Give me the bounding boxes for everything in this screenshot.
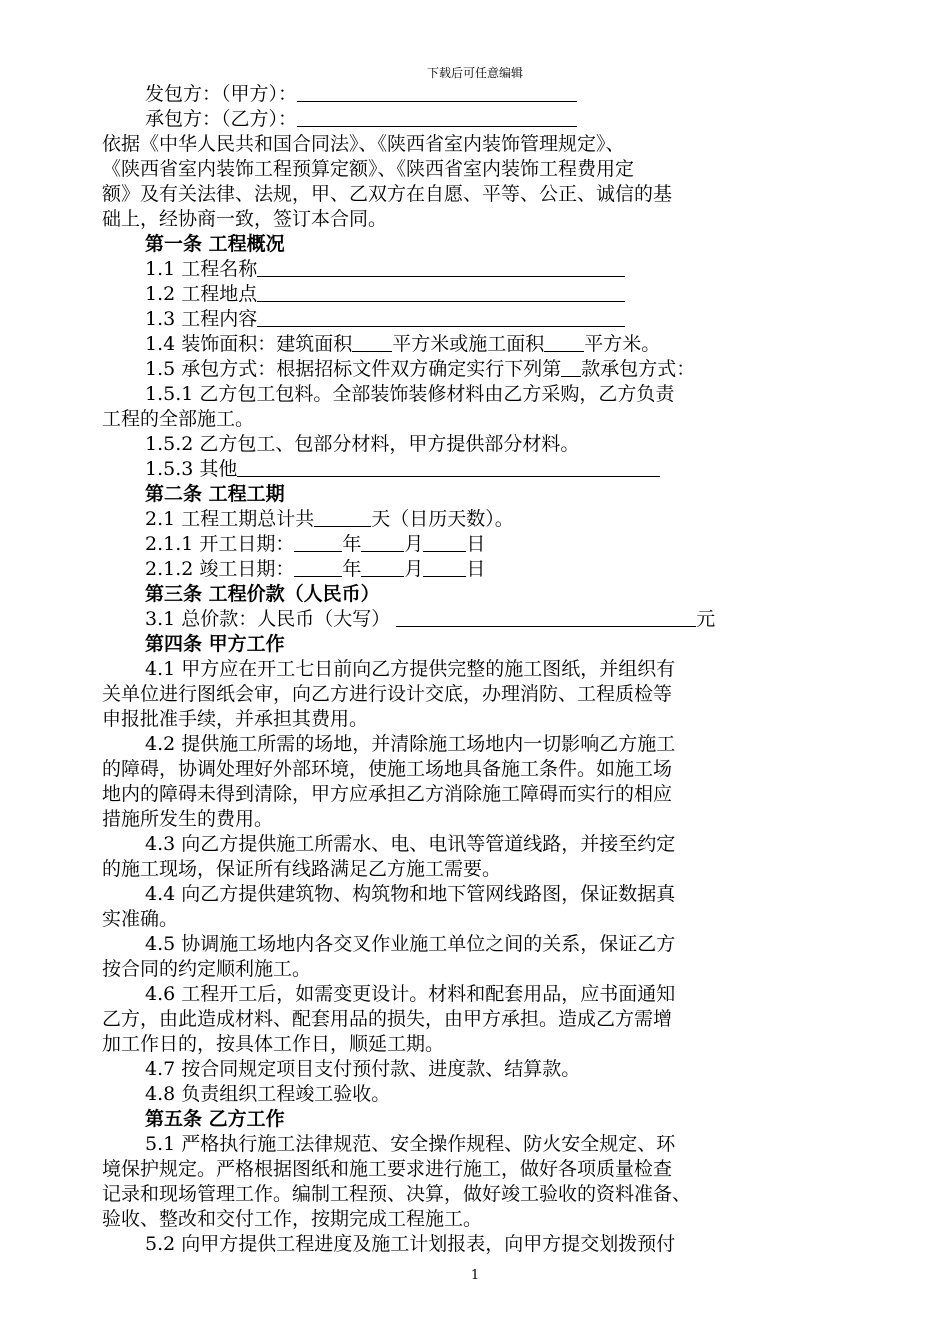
clause-text: 日 [466, 558, 486, 580]
party-b-blank [297, 107, 577, 127]
start-month-blank [361, 532, 404, 552]
clause-line: 验收、整改和交付工作，按期完成工程施工。 [102, 1208, 483, 1230]
clause-line [102, 357, 802, 382]
clause-line [102, 607, 802, 632]
clause-line: 4.3 向乙方提供施工所需水、电、电讯等管道线路，并接至约定 [145, 833, 676, 855]
preamble-line: 依据《中华人民共和国合同法》、《陕西省室内装饰管理规定》、 [102, 133, 625, 155]
clause-line: 5.2 向甲方提供工程进度及施工计划报表，向甲方提交划拨预付 [145, 1233, 676, 1255]
clause-text: 2.1.2 竣工日期： [145, 558, 295, 580]
total-price-blank [396, 607, 696, 627]
project-location-blank [257, 282, 625, 302]
party-a-blank [297, 82, 577, 102]
clause-line: 4.8 负责组织工程竣工验收。 [145, 1083, 391, 1105]
clause-text: 平方米或施工面积 [392, 333, 545, 355]
clause-text: 款承包方式： [581, 358, 696, 380]
page-header: 下载后可任意编辑 [426, 66, 523, 80]
clause-label: 1.5.3 其他 [145, 458, 238, 480]
clause-line: 乙方，由此造成材料、配套用品的损失，由甲方承担。造成乙方需增 [102, 1008, 673, 1030]
clause-line: 工程的全部施工。 [102, 408, 255, 430]
contract-mode-blank [561, 357, 581, 377]
clause-line [102, 507, 802, 532]
preamble-line: 《陕西省室内装饰工程预算定额》、《陕西省室内装饰工程费用定 [102, 158, 635, 180]
other-mode-blank [237, 457, 660, 477]
clause-line [102, 332, 802, 357]
clause-label: 1.2 工程地点 [145, 283, 258, 305]
article-heading: 第四条 甲方工作 [145, 633, 285, 655]
end-day-blank [423, 557, 466, 577]
page-number: 1 [470, 1268, 480, 1283]
clause-line [102, 557, 802, 582]
clause-line [102, 532, 802, 557]
clause-line: 措施所发生的费用。 [102, 808, 274, 830]
preamble-line: 额》及有关法律、法规，甲、乙双方在自愿、平等、公正、诚信的基 [102, 183, 673, 205]
building-area-blank [352, 332, 392, 352]
clause-text: 2.1.1 开工日期： [145, 533, 295, 555]
party-a-label: 发包方：（甲方）： [145, 83, 298, 105]
clause-line: 地内的障碍未得到清除，甲方应承担乙方消除施工障碍而实行的相应 [102, 783, 673, 805]
clause-text: 月 [404, 533, 424, 555]
clause-label: 1.3 工程内容 [145, 308, 258, 330]
clause-line [102, 282, 802, 307]
clause-line: 4.7 按合同规定项目支付预付款、进度款、结算款。 [145, 1058, 581, 1080]
clause-line: 4.2 提供施工所需的场地，并清除施工场地内一切影响乙方施工 [145, 733, 676, 755]
end-year-blank [294, 557, 342, 577]
clause-line: 按合同的约定顺利施工。 [102, 958, 312, 980]
clause-line: 加工作日的，按具体工作日，顺延工期。 [102, 1033, 445, 1055]
clause-text: 年 [342, 533, 362, 555]
clause-line: 申报批准手续，并承担其费用。 [102, 708, 369, 730]
clause-text: 月 [404, 558, 424, 580]
clause-line: 的施工现场，保证所有线路满足乙方施工需要。 [102, 858, 502, 880]
construction-area-blank [544, 332, 584, 352]
project-name-blank [257, 257, 625, 277]
clause-text: 元 [696, 608, 716, 630]
clause-line: 1.5.1 乙方包工包料。全部装饰装修材料由乙方采购，乙方负责 [145, 383, 675, 405]
clause-line: 境保护规定。严格根据图纸和施工要求进行施工，做好各项质量检查 [102, 1158, 673, 1180]
contract-body [102, 82, 802, 1257]
clause-line: 的障碍，协调处理好外部环境，使施工场地具备施工条件。如施工场 [102, 758, 673, 780]
clause-line: 实准确。 [102, 908, 179, 930]
article-heading: 第三条 工程价款（人民币） [145, 583, 380, 605]
clause-line: 关单位进行图纸会审，向乙方进行设计交底，办理消防、工程质检等 [102, 683, 673, 705]
start-year-blank [294, 532, 342, 552]
clause-line [102, 257, 802, 282]
clause-text: 3.1 总价款：人民币（大写） [145, 608, 391, 630]
clause-text: 平方米。 [584, 333, 661, 355]
clause-line: 1.5.2 乙方包工、包部分材料，甲方提供部分材料。 [145, 433, 580, 455]
end-month-blank [361, 557, 404, 577]
article-heading: 第一条 工程概况 [145, 233, 285, 255]
clause-line: 4.5 协调施工场地内各交叉作业施工单位之间的关系，保证乙方 [145, 933, 676, 955]
clause-label: 1.1 工程名称 [145, 258, 258, 280]
clause-line: 4.6 工程开工后，如需变更设计。材料和配套用品，应书面通知 [145, 983, 676, 1005]
duration-blank [314, 507, 371, 527]
clause-text: 日 [466, 533, 486, 555]
start-day-blank [423, 532, 466, 552]
clause-text: 1.4 装饰面积：建筑面积 [145, 333, 353, 355]
article-heading: 第五条 乙方工作 [145, 1108, 285, 1130]
party-b-label: 承包方：（乙方）： [145, 108, 298, 130]
clause-text: 天（日历天数）。 [371, 508, 514, 530]
clause-text: 2.1 工程工期总计共 [145, 508, 315, 530]
clause-line: 4.1 甲方应在开工七日前向乙方提供完整的施工图纸，并组织有 [145, 658, 676, 680]
clause-line: 5.1 严格执行施工法律规范、安全操作规程、防火安全规定、环 [145, 1133, 676, 1155]
clause-text: 1.5 承包方式：根据招标文件双方确定实行下列第 [145, 358, 562, 380]
party-b-line [102, 107, 802, 132]
clause-text: 年 [342, 558, 362, 580]
project-content-blank [257, 307, 625, 327]
clause-line: 4.4 向乙方提供建筑物、构筑物和地下管网线路图，保证数据真 [145, 883, 676, 905]
clause-line [102, 457, 802, 482]
article-heading: 第二条 工程工期 [145, 483, 285, 505]
clause-line: 记录和现场管理工作。编制工程预、决算，做好竣工验收的资料准备、 [102, 1183, 692, 1205]
party-a-line [102, 82, 802, 107]
clause-line [102, 307, 802, 332]
preamble-line: 础上，经协商一致，签订本合同。 [102, 208, 388, 230]
